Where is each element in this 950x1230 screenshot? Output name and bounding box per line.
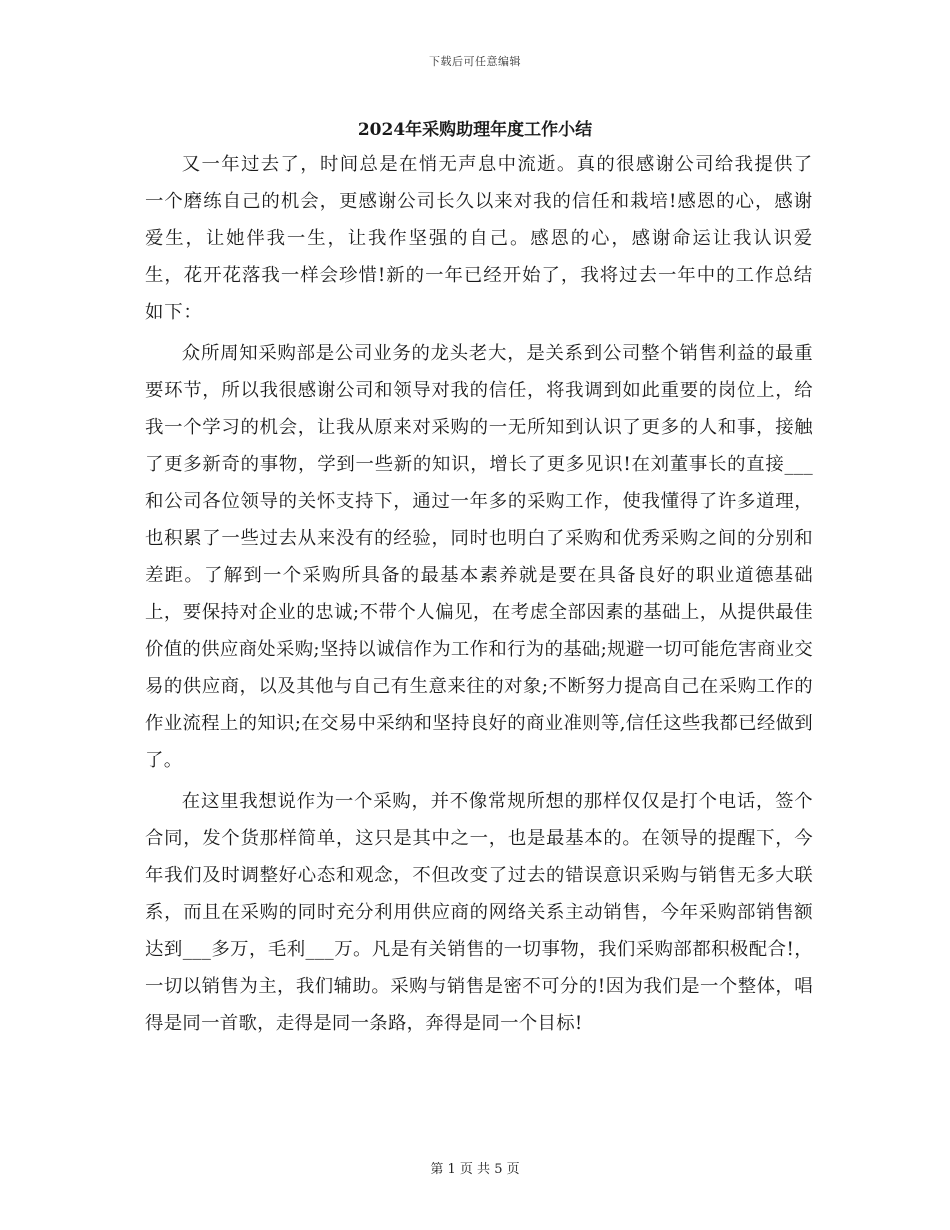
paragraph-intro: 又一年过去了，时间总是在悄无声息中流逝。真的很感谢公司给我提供了一个磨练自己的机会，更感谢公司长久以来对我的信任和栽培!感恩的心，感谢爱生，让她伴我一生，让我作坚强的自己。感恩的心，感谢命运让我认识爱生，花开花落我一样会珍惜!新的一年已经开始了，我将过去一年中的工作总结如下： xyxy=(145,154,813,323)
header-note: 下载后可任意编辑 xyxy=(429,55,521,68)
paragraph-sales-cooperation: 在这里我想说作为一个采购，并不像常规所想的那样仅仅是打个电话，签个合同，发个货那样简单，这只是其中之一，也是最基本的。在领导的提醒下，今年我们及时调整好心态和观念，不但改变了过去的错误意识采购与销售无多大联系，而且在采购的同时充分利用供应商的网络关系主动销售，今年采购部销售额达到___多万，毛利___万。凡是有关销售的一切事物，我们采购部都积极配合!，一切以销售为主，我们辅助。采购与销售是密不可分的!因为我们是一个整体，唱得是同一首歌，走得是同一条路，奔得是同一个目标! xyxy=(145,791,813,1034)
document-body xyxy=(145,146,813,1046)
paragraph-procurement-role: 众所周知采购部是公司业务的龙头老大，是关系到公司整个销售利益的最重要环节，所以我很感谢公司和领导对我的信任，将我调到如此重要的岗位上，给我一个学习的机会，让我从原来对采购的一无所知到认识了更多的人和事，接触了更多新奇的事物，学到一些新的知识，增长了更多见识!在刘董事长的直接___和公司各位领导的关怀支持下，通过一年多的采购工作，使我懂得了许多道理，也积累了一些过去从来没有的经验，同时也明白了采购和优秀采购之间的分别和差距。了解到一个采购所具备的最基本素养就是要在具备良好的职业道德基础上，要保持对企业的忠诚;不带个人偏见，在考虑全部因素的基础上，从提供最佳价值的供应商处采购;坚持以诚信作为工作和行为的基础;规避一切可能危害商业交易的供应商，以及其他与自己有生意来往的对象;不断努力提高自己在采购工作的作业流程上的知识;在交易中采纳和坚持良好的商业准则等,信任这些我都已经做到了。 xyxy=(145,343,813,771)
page-number: 第 1 页 共 5 页 xyxy=(430,1162,520,1177)
document-title: 2024年采购助理年度工作小结 xyxy=(357,120,593,140)
